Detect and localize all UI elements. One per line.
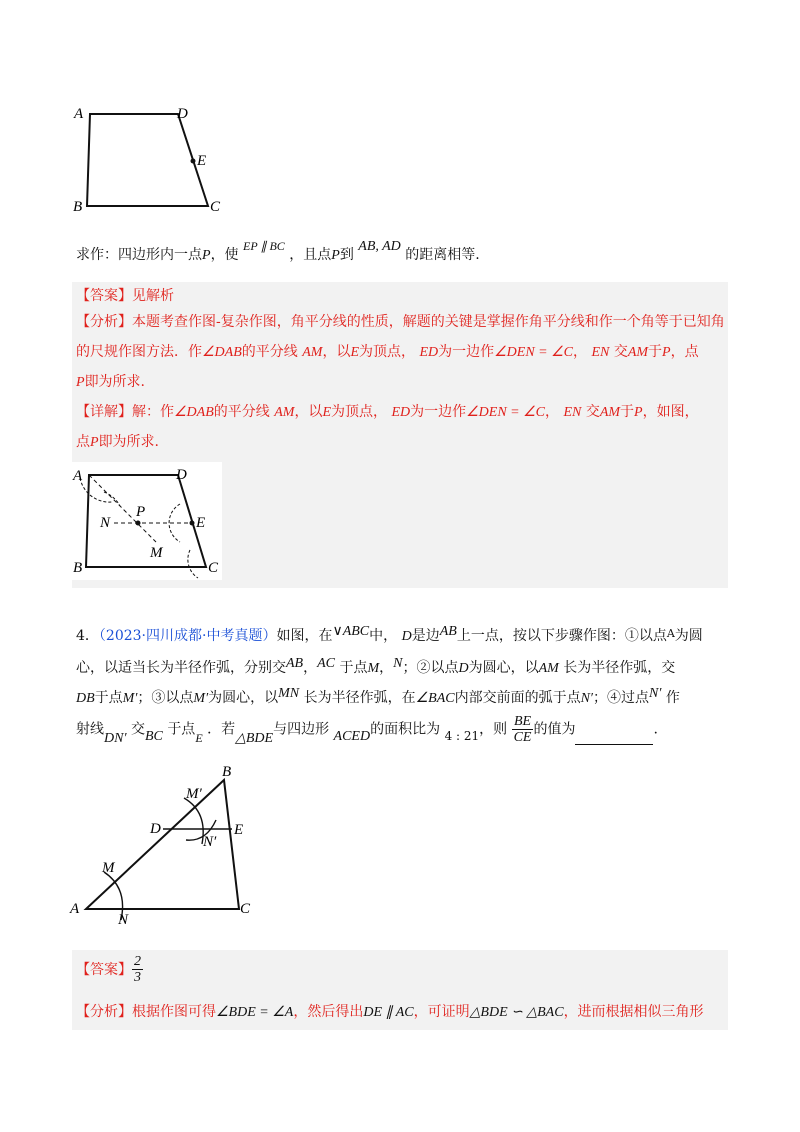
analysis2-b: ，然后得出 [293, 1004, 364, 1020]
q4-t4h: ，则 [479, 721, 508, 738]
q4-t4a: 射线 [76, 721, 104, 738]
q3-p: P [202, 248, 211, 263]
analysis1-t2d: 为顶点， [359, 344, 415, 360]
q4-t1a: 如图，在 [276, 628, 333, 644]
answer2-den: 3 [134, 970, 141, 985]
point-e-dot [191, 159, 196, 164]
figure-trapezoid [70, 100, 230, 215]
detail1-angle: ∠DAB [174, 405, 214, 420]
fig1-label-e: E [197, 153, 207, 169]
detail1-am2: AM [599, 405, 621, 420]
analysis2-c: ，可证明 [413, 1004, 470, 1020]
analysis1-t2a: 的尺规作图方法．作 [76, 344, 202, 360]
answer2-tag: 【答案】 [76, 961, 132, 978]
analysis1-p: P [662, 345, 671, 360]
q3-prefix: 求作：四边形内一点 [76, 247, 202, 263]
q4-n: N [393, 656, 403, 671]
q4-ac: AC [317, 656, 335, 671]
q4-ratio: 4 : 21 [444, 728, 480, 743]
q4-angle-bac: ∠BAC [415, 691, 455, 706]
q4-am: AM [538, 661, 559, 676]
analysis1-tag: 【分析】 [76, 314, 132, 330]
q4-m: M [367, 661, 380, 676]
detail1-en: EN [563, 405, 582, 420]
q3-mid1: ，使 [210, 247, 239, 263]
q4-dnprime: DN′ [104, 730, 127, 746]
detail1-tag: 【详解】 [76, 404, 132, 420]
fig2-label-c: C [208, 560, 219, 576]
point-e-dot-2 [190, 521, 195, 526]
q4-frac-num: BE [513, 714, 532, 729]
figure-triangle [66, 760, 266, 930]
q4-db: DB [76, 691, 95, 706]
fig3-label-b: B [222, 764, 232, 780]
detail1-t2a: 点 [76, 434, 90, 450]
fig2-label-e: E [196, 515, 206, 531]
analysis1-t2b: 的平分线 [241, 344, 298, 360]
analysis2-eq: ∠BDE = ∠A [216, 1005, 294, 1020]
q4-bc: BC [144, 728, 163, 744]
fig3-label-n: N [118, 912, 129, 928]
q4-ab: AB [439, 624, 457, 639]
q3-cond: EP ∥ BC [243, 239, 285, 253]
answer2 [76, 954, 143, 985]
q4-d2: D [458, 661, 469, 676]
answer1 [76, 286, 174, 306]
detail1-eq: ∠DEN = ∠C [466, 405, 546, 420]
detail1-line1 [76, 402, 699, 423]
q4-mprime2: M′ [193, 691, 209, 706]
detail1-t1a: 解：作 [132, 404, 174, 420]
q4-point-a: A [666, 627, 675, 640]
analysis1-p3: P [76, 375, 85, 390]
q4-t1c: 是边 [411, 628, 440, 644]
detail1-t1i: 于 [620, 404, 635, 420]
q4-tri-bde: △BDE [235, 730, 274, 746]
analysis1-line3 [76, 372, 145, 393]
q4-end: . [653, 721, 658, 738]
fig1-label-a: A [74, 106, 84, 122]
q4-t2f: 为圆心，以 [468, 660, 539, 676]
analysis1-am2: AM [627, 345, 649, 360]
fig3-label-m: M [102, 860, 115, 876]
fig2-label-a: A [73, 468, 83, 484]
q4-source[interactable]: （2023·四川成都·中考真题） [98, 628, 277, 644]
q4-t2d: ， [379, 660, 394, 676]
detail1-am: AM [274, 405, 295, 420]
detail1-ed: ED [391, 405, 411, 420]
detail1-t1b: 的平分线 [213, 404, 270, 420]
q4-nprime: N′ [580, 691, 593, 706]
q4-t4c: 于点 [167, 721, 196, 738]
q4-number: 4． [76, 628, 99, 644]
q4-t2g: 长为半径作弧，交 [563, 660, 676, 676]
detail1-t2b: 即为所求. [98, 434, 160, 450]
analysis1-t2h: 交 [613, 344, 628, 360]
q4-t1b: 中， [369, 628, 398, 644]
analysis1-t2i: 于 [648, 344, 663, 360]
q4-t4d: ．若 [207, 721, 236, 738]
quadrilateral-abcd [87, 114, 208, 206]
fig1-label-d: D [177, 106, 188, 122]
analysis1-text1: 本题考查作图-复杂作图，角平分线的性质，解题的关键是掌握作角平分线和作一个角等于已知角 [132, 314, 725, 330]
detail1-t1d: 为顶点， [331, 404, 387, 420]
q4-mprime: M′ [122, 691, 138, 706]
analysis2-sim: △BDE ∽ △BAC [469, 1005, 564, 1020]
analysis1-angle: ∠DAB [202, 345, 242, 360]
detail1-p: P [634, 405, 643, 420]
analysis1-en: EN [591, 345, 610, 360]
fig3-label-a: A [70, 901, 80, 917]
q4-t3c: 为圆心，以 [208, 690, 279, 706]
q4-fraction [512, 714, 534, 745]
detail1-t1j: ，如图， [642, 404, 699, 420]
q4-t3e: 内部交前面的弧于点 [454, 690, 581, 706]
fig2-label-m: M [150, 545, 163, 561]
fig3-label-e: E [234, 822, 244, 838]
analysis2-d: ，进而根据相似三角形 [563, 1004, 704, 1020]
answer1-tag: 【答案】 [76, 288, 132, 304]
q4-t3a: 于点 [94, 690, 123, 706]
fig2-label-b: B [73, 560, 83, 576]
analysis2-a: 根据作图可得 [132, 1004, 216, 1020]
fig1-label-b: B [73, 199, 83, 215]
q4-frac-den: CE [513, 730, 532, 745]
q3-mid3: 到 [339, 247, 354, 263]
figure-construction [70, 462, 222, 580]
fig3-label-d: D [150, 821, 161, 837]
q4-t4i: 的值为 [533, 721, 576, 738]
fig3-label-mprime: M′ [186, 786, 202, 802]
q4-nprime2: N′ [649, 686, 662, 701]
q4-line2 [76, 658, 675, 679]
fig3-label-nprime: N′ [203, 834, 217, 850]
answer2-fraction [132, 954, 143, 985]
answer2-num: 2 [134, 954, 141, 969]
q4-t4f: 与四边形 [273, 721, 330, 738]
detail1-line2 [76, 432, 159, 453]
analysis1-eq: ∠DEN = ∠C [494, 345, 574, 360]
analysis1-line1 [76, 312, 725, 332]
analysis1-ed: ED [419, 345, 439, 360]
answer-blank[interactable] [575, 730, 653, 745]
analysis1-t2f: 为一边作 [438, 344, 495, 360]
q4-t3b: ；③以点 [137, 690, 194, 706]
q4-ab2: AB [286, 656, 304, 671]
q4-t2a: 心，以适当长为半径作弧，分别交 [76, 660, 286, 676]
answer1-text: 见解析 [132, 288, 174, 304]
analysis1-am: AM [302, 345, 323, 360]
detail1-t1h: 交 [585, 404, 600, 420]
q4-t3f: ；④过点 [593, 690, 649, 706]
q4-t3d: 长为半径作弧，在 [303, 690, 416, 706]
detail1-t1c: ，以 [294, 404, 323, 420]
fig1-label-c: C [210, 199, 221, 215]
q4-mn: MN [278, 686, 300, 701]
analysis1-t2j: ，点 [670, 344, 699, 360]
q3-suffix: 的距离相等. [405, 247, 480, 263]
q4-t1e: 上一点，按以下步骤作图：①以点 [456, 628, 667, 644]
detail1-p2: P [90, 435, 99, 450]
point-p-dot [136, 521, 141, 526]
detail1-t1g: ， [545, 404, 560, 420]
q4-t4g: 的面积比为 [370, 721, 441, 738]
fig3-label-c: C [240, 901, 251, 917]
q3-mid2: ，且点 [289, 247, 332, 263]
q4-t2e: ；②以点 [402, 660, 459, 676]
q4-line1 [76, 623, 703, 647]
q3-prompt [76, 239, 480, 266]
analysis1-line2 [76, 342, 699, 363]
q4-d: D [401, 629, 412, 644]
analysis1-t3: 即为所求. [84, 374, 146, 390]
q4-abc: ABC [342, 624, 370, 639]
analysis1-t2g: ， [573, 344, 588, 360]
detail1-t1f: 为一边作 [410, 404, 467, 420]
analysis2-tag: 【分析】 [76, 1004, 132, 1020]
q4-line3 [76, 688, 680, 709]
q4-e: E [195, 730, 203, 745]
q4-t2c: 于点 [339, 660, 368, 676]
analysis2-par: DE ∥ AC [363, 1005, 414, 1020]
detail1-e: E [322, 405, 331, 420]
q4-aced: ACED [333, 728, 371, 744]
fig2-label-p: P [136, 504, 146, 520]
fig2-label-n: N [100, 515, 111, 531]
analysis1-t2c: ，以 [322, 344, 351, 360]
q4-t2b: ， [303, 660, 318, 676]
q3-lines: AB, AD [358, 239, 401, 254]
q4-line4 [76, 714, 658, 745]
analysis2-line1 [76, 1002, 704, 1023]
q4-t1f: 为圆 [674, 628, 703, 644]
q4-t3g: 作 [665, 690, 680, 706]
fig2-label-d: D [176, 467, 187, 483]
q4-tri-symbol: ∨ [332, 623, 343, 639]
q4-t4b: 交 [130, 721, 145, 738]
q3-p2: P [331, 248, 340, 263]
analysis1-e: E [350, 345, 359, 360]
